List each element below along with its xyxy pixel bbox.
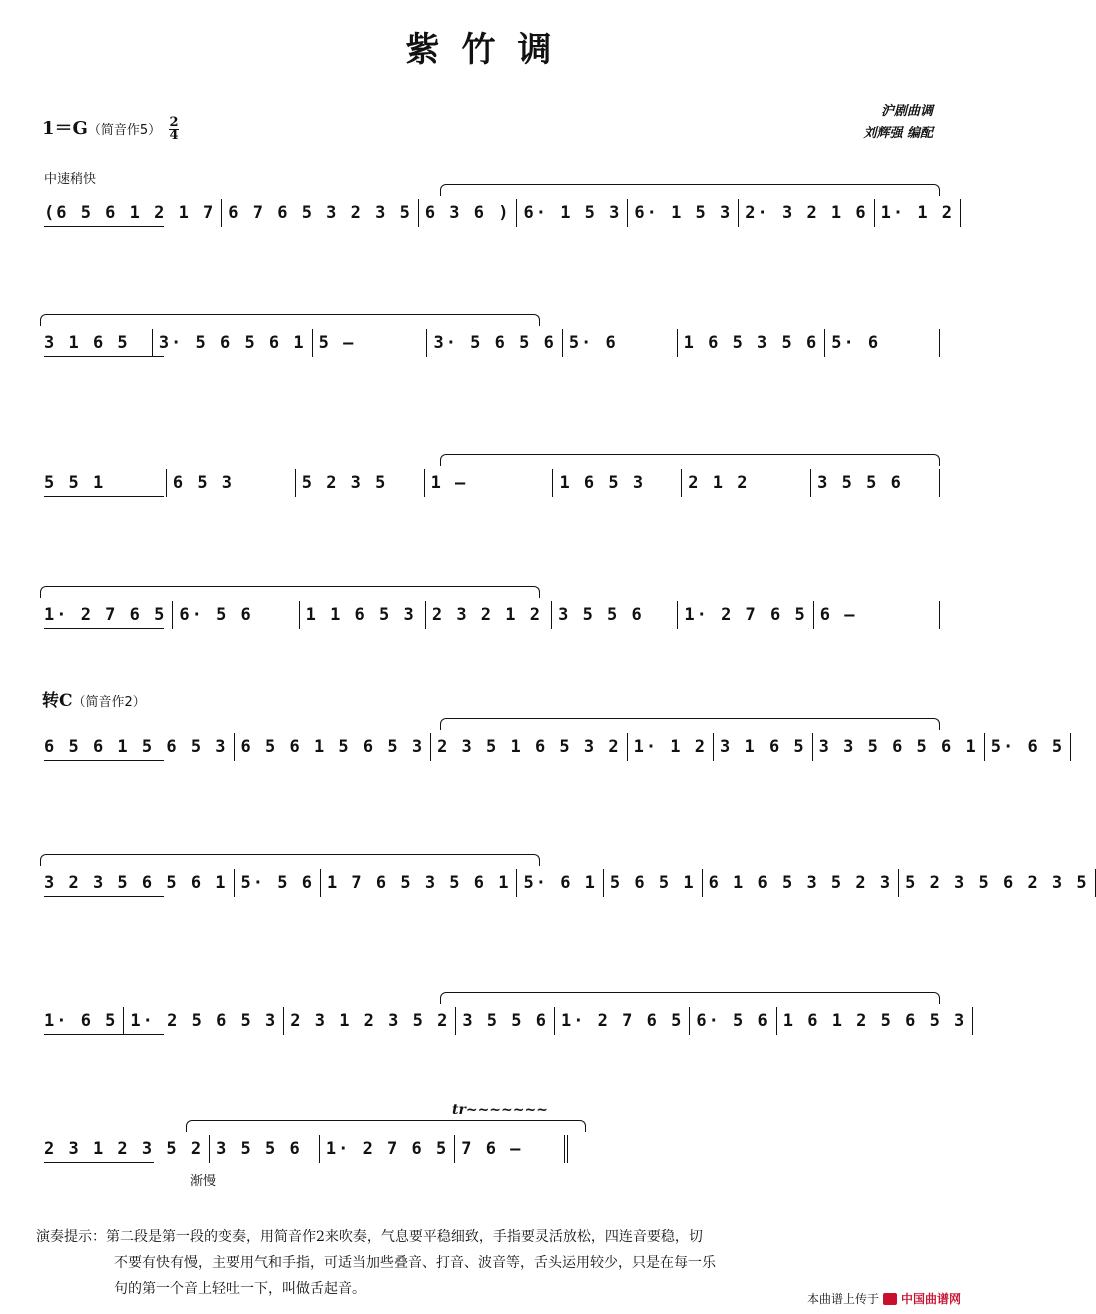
measure-notes: 6 7 6 5 3 2 3 5 <box>228 203 412 223</box>
measure <box>678 601 813 629</box>
slur <box>40 314 540 326</box>
measure <box>425 469 554 497</box>
measure-notes: 5· 6 <box>831 333 881 353</box>
modulation-main: 转C <box>42 691 73 711</box>
measure-notes: 2 3 5 1 6 5 3 2 <box>437 737 621 757</box>
measure-notes: 3 5 5 6 <box>216 1139 302 1159</box>
modulation-note: （简音作2） <box>72 695 146 710</box>
measure <box>714 733 813 761</box>
measure-notes: 2· 3 2 1 6 <box>745 203 868 223</box>
measure <box>682 469 811 497</box>
measure <box>517 869 603 897</box>
measure-notes: 5· 6 1 <box>523 873 597 893</box>
measure <box>153 329 313 357</box>
measure-notes: 2 1 2 <box>688 473 750 493</box>
measure-notes: 1 6 1 2 5 6 5 3 <box>782 1011 967 1031</box>
notes-line-2: 不要有快有慢，主要用气和手指，可适当加些叠音、打音、波音等，舌头运用较少，只是在每一乐 <box>114 1255 716 1271</box>
measure <box>426 601 552 629</box>
measure <box>739 199 874 227</box>
measure-notes: 1· 2 5 6 5 3 <box>130 1011 278 1031</box>
measure-notes: 2 3 2 1 2 <box>431 605 542 625</box>
measure <box>235 733 432 761</box>
measure <box>552 601 678 629</box>
measure <box>419 199 518 227</box>
measure-notes: 3 1 6 5 <box>720 737 806 757</box>
measure <box>690 1007 776 1035</box>
measure <box>320 1135 455 1163</box>
tempo-marking: 中速稍快 <box>44 172 97 187</box>
measure-notes: 1 6 5 3 5 6 <box>683 333 819 353</box>
measure-notes: 1· 1 2 <box>633 737 708 757</box>
measure <box>300 601 426 629</box>
measure-notes: 6· 5 6 <box>696 1011 770 1031</box>
site-logo-icon <box>883 1293 897 1305</box>
measure <box>222 199 419 227</box>
measure-notes: 5 – <box>318 333 356 353</box>
measure-notes: 1 – <box>430 473 468 493</box>
measure <box>628 199 739 227</box>
measure-notes: 1· 2 7 6 5 <box>325 1139 449 1159</box>
beam-underline <box>44 760 164 761</box>
measure <box>703 869 900 897</box>
measure <box>210 1135 320 1163</box>
measure <box>124 1007 284 1035</box>
slur <box>440 454 940 466</box>
measure-notes: 1· 2 7 6 5 <box>560 1011 684 1031</box>
measure-notes: 5 6 5 1 <box>609 873 696 893</box>
staff-row <box>38 326 940 360</box>
beam-underline <box>44 1162 154 1163</box>
key-signature <box>42 114 179 142</box>
measure <box>555 1007 690 1035</box>
slur <box>186 1120 586 1132</box>
measure <box>284 1007 456 1035</box>
performance-notes <box>36 1224 936 1302</box>
measure <box>431 733 628 761</box>
measure-notes: 5· 6 5 <box>990 737 1065 757</box>
measure-notes: 2 3 1 2 3 5 2 <box>44 1139 204 1159</box>
measure <box>321 869 518 897</box>
measure <box>563 329 678 357</box>
score-title: 紫竹调 <box>405 30 574 70</box>
beam-underline <box>44 356 164 357</box>
beam-underline <box>44 1034 164 1035</box>
measure-notes: 6 5 6 1 5 6 5 3 <box>44 737 228 757</box>
measure <box>38 1135 210 1163</box>
measure <box>517 199 628 227</box>
measure-notes: 3· 5 6 5 6 <box>433 333 556 353</box>
measure-notes: 1 7 6 5 3 5 6 1 <box>326 873 511 893</box>
measure-notes: 3 3 5 6 5 6 1 <box>818 737 978 757</box>
measure-notes: 6 5 3 <box>172 473 235 493</box>
measure-notes: 3 5 5 6 <box>462 1011 548 1031</box>
measure-notes: 1 6 5 3 <box>559 473 646 493</box>
measure-notes: 3 2 3 5 6 5 6 1 <box>44 873 228 893</box>
measure-notes: 1· 1 2 <box>880 203 955 223</box>
measure-notes: 5· 6 <box>568 333 618 353</box>
measure <box>427 329 562 357</box>
beam-underline <box>44 226 164 227</box>
key-note: （简音作5） <box>87 123 162 138</box>
beam-underline <box>44 628 164 629</box>
measure-notes: 3 5 5 6 <box>817 473 903 493</box>
site-footer <box>807 1290 961 1307</box>
measure-notes: 1· 2 7 6 5 <box>44 605 167 625</box>
site-name[interactable]: 中国曲谱网 <box>900 1292 961 1306</box>
trill-marking: tr~~~~~~~ <box>452 1102 548 1118</box>
staff-row <box>38 1004 967 1038</box>
time-bottom: 4 <box>169 127 179 143</box>
uploaded-label: 本曲谱上传于 <box>806 1292 879 1306</box>
measure <box>777 1007 974 1035</box>
measure <box>678 329 826 357</box>
beam-underline <box>44 896 164 897</box>
measure-notes: 2 3 1 2 3 5 2 <box>290 1011 450 1031</box>
time-signature <box>169 114 179 143</box>
measure <box>38 329 153 357</box>
slur <box>440 992 940 1004</box>
measure-notes: 6 3 6 ) <box>424 203 511 223</box>
measure <box>38 601 173 629</box>
measure-notes: 5 2 3 5 6 2 3 5 <box>905 873 1089 893</box>
measure <box>811 469 940 497</box>
measure-notes: 7 6 – <box>461 1139 523 1159</box>
measure <box>38 869 235 897</box>
measure <box>38 469 167 497</box>
measure-notes: (6 5 6 1 2 1 7 <box>44 203 216 223</box>
slur <box>440 718 940 730</box>
measure <box>455 1135 568 1163</box>
time-top: 2 <box>169 114 179 130</box>
measure <box>296 469 425 497</box>
measure <box>628 733 714 761</box>
measure-notes: 6· 5 6 <box>179 605 253 625</box>
measure <box>604 869 703 897</box>
measure-notes: 3 1 6 5 <box>44 333 130 353</box>
notes-line-3: 句的第一个音上轻吐一下，叫做舌起音。 <box>114 1281 366 1297</box>
measure-notes: 1 1 6 5 3 <box>305 605 416 625</box>
measure <box>38 1007 124 1035</box>
key-main: 1＝G <box>42 118 88 139</box>
staff-row <box>38 1132 568 1166</box>
measure-notes: 6· 1 5 3 <box>523 203 622 223</box>
measure <box>38 733 235 761</box>
rit-marking: 渐慢 <box>190 1174 217 1189</box>
measure <box>167 469 296 497</box>
slur <box>440 184 940 196</box>
measure-notes: 5 5 1 <box>44 473 106 493</box>
measure <box>173 601 299 629</box>
measure-notes: 1· 6 5 <box>44 1011 118 1031</box>
measure-notes: 5· 5 6 <box>240 873 314 893</box>
measure <box>899 869 1096 897</box>
measure-notes: 6 – <box>819 605 857 625</box>
credit-arranger: 刘辉强 编配 <box>863 126 933 141</box>
staff-row <box>38 466 940 500</box>
measure-notes: 5 2 3 5 <box>301 473 388 493</box>
measure-notes: 3 5 5 6 <box>558 605 644 625</box>
measure <box>814 601 940 629</box>
measure <box>813 733 985 761</box>
beam-underline <box>44 496 164 497</box>
measure <box>875 199 961 227</box>
credit-source: 沪剧曲调 <box>880 104 933 119</box>
staff-row <box>38 598 940 632</box>
slur <box>40 586 540 598</box>
measure-notes: 1· 2 7 6 5 <box>684 605 807 625</box>
measure <box>985 733 1071 761</box>
measure <box>313 329 428 357</box>
modulation-marking <box>42 686 146 711</box>
measure-notes: 3· 5 6 5 6 1 <box>158 333 306 353</box>
measure <box>553 469 682 497</box>
staff-row <box>38 196 955 230</box>
slur <box>40 854 540 866</box>
staff-row <box>38 866 1089 900</box>
measure-notes: 6 1 6 5 3 5 2 3 <box>708 873 893 893</box>
measure <box>235 869 321 897</box>
measure-notes: 6 5 6 1 5 6 5 3 <box>240 737 425 757</box>
measure-notes: 6· 1 5 3 <box>634 203 733 223</box>
notes-line-1: 演奏提示：第二段是第一段的变奏，用简音作2来吹奏，气息要平稳细致，手指要灵活放松，四连音要稳，切 <box>36 1229 703 1245</box>
staff-row <box>38 730 1065 764</box>
measure <box>456 1007 555 1035</box>
measure <box>825 329 940 357</box>
measure <box>38 199 222 227</box>
